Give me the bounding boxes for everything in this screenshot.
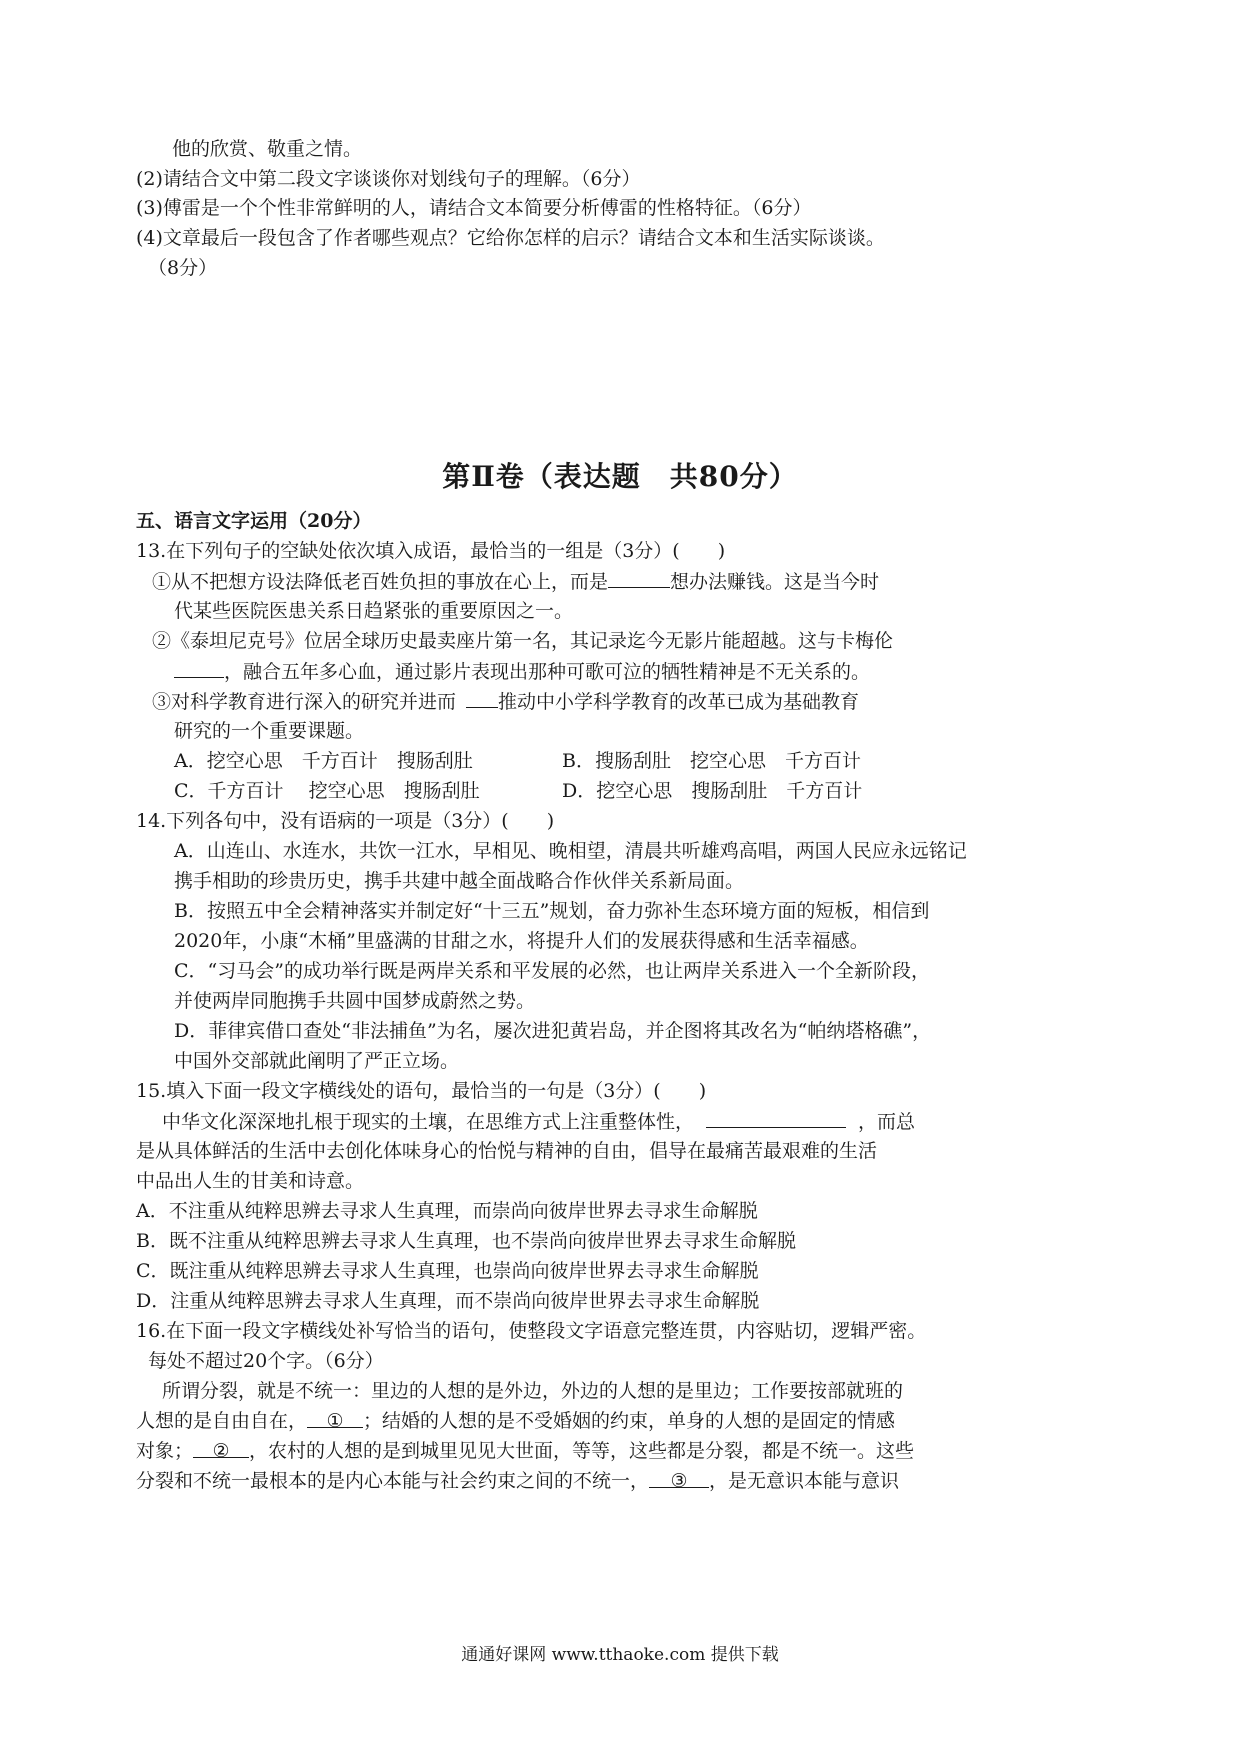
question-15-stem: 15.填入下面一段文字横线处的语句，最恰当的一句是（3分）( )	[136, 1080, 707, 1102]
question-4-2: (2)请结合文中第二段文字谈谈你对划线句子的理解。（6分）	[136, 168, 641, 190]
option-b: B．按照五中全会精神落实并制定好“十三五”规划，奋力弥补生态环境方面的短板，相信到	[174, 900, 930, 922]
option-a: A．山连山、水连水，共饮一江水，早相见、晚相望，清晨共听雄鸡高唱，两国人民应永远铭记	[174, 840, 967, 862]
option-b: B．既不注重从纯粹思辨去寻求人生真理，也不崇尚向彼岸世界去寻求生命解脱	[136, 1230, 796, 1252]
text-line: 并使两岸同胞携手共圆中国梦成蔚然之势。	[174, 990, 536, 1012]
option-a: A．挖空心思 千方百计 搜肠刮肚	[174, 750, 473, 772]
option-c: C．既注重从纯粹思辨去寻求人生真理，也崇尚向彼岸世界去寻求生命解脱	[136, 1260, 759, 1282]
answer-blank	[174, 659, 224, 678]
text-line: 每处不超过20个字。（6分）	[148, 1350, 384, 1372]
passage-line: 所谓分裂，就是不统一：里边的人想的是外边，外边的人想的是里边；工作要按部就班的	[162, 1380, 904, 1402]
passage-line: 中华文化深深地扎根于现实的土壤，在思维方式上注重整体性， ，而总	[162, 1111, 916, 1133]
page-footer: 通通好课网 www.tthaoke.com 提供下载	[461, 1645, 779, 1665]
text-line: 中国外交部就此阐明了严正立场。	[174, 1050, 460, 1072]
text-line: 研究的一个重要课题。	[174, 720, 365, 742]
question-13-stem: 13.在下列句子的空缺处依次填入成语，最恰当的一组是（3分）( )	[136, 540, 726, 562]
question-13-sentence-1: ①从不把想方设法降低老百姓负担的事放在心上，而是 想办法赚钱。这是当今时	[152, 571, 880, 593]
passage-line: 分裂和不统一最根本的是内心本能与社会约束之间的不统一， ③ ，是无意识本能与意识	[136, 1470, 900, 1492]
text-line: 他的欣赏、敬重之情。	[172, 138, 363, 160]
text-line: 2020年，小康“木桶”里盛满的甘甜之水，将提升人们的发展获得感和生活幸福感。	[174, 930, 869, 952]
option-d: D．挖空心思 搜肠刮肚 千方百计	[562, 780, 863, 802]
option-a: A．不注重从纯粹思辨去寻求人生真理，而崇尚向彼岸世界去寻求生命解脱	[136, 1200, 758, 1222]
option-c: C．“习马会”的成功举行既是两岸关系和平发展的必然，也让两岸关系进入一个全新阶段，	[174, 960, 930, 982]
answer-blank-2: ②	[193, 1439, 249, 1458]
text-line: 代某些医院医患关系日趋紧张的重要原因之一。	[174, 600, 574, 622]
section-heading: 五、语言文字运用（20分）	[136, 510, 372, 532]
passage-line: 人想的是自由自在， ① ；结婚的人想的是不受婚姻的约束，单身的人想的是固定的情感	[136, 1410, 896, 1432]
option-c: C．千方百计 挖空心思 搜肠刮肚	[174, 780, 480, 802]
part-title: 第Ⅱ卷（表达题 共80分）	[442, 460, 798, 493]
answer-blank	[466, 689, 498, 708]
text-line: 携手相助的珍贵历史，携手共建中越全面战略合作伙伴关系新局面。	[174, 870, 745, 892]
question-16-stem: 16.在下面一段文字横线处补写恰当的语句，使整段文字语意完整连贯，内容贴切，逻辑严密。	[136, 1320, 927, 1342]
question-4-3: (3)傅雷是一个个性非常鲜明的人，请结合文本简要分析傅雷的性格特征。（6分）	[136, 197, 812, 219]
answer-blank	[706, 1109, 846, 1128]
text-line: ，融合五年多心血，通过影片表现出那种可歌可泣的牺牲精神是不无关系的。	[174, 659, 870, 684]
question-4-4-score: （8分）	[148, 257, 218, 279]
passage-line: 对象； ② ，农村的人想的是到城里见见大世面，等等，这些都是分裂，都是不统一。这些	[136, 1440, 915, 1462]
option-d: D．菲律宾借口查处“非法捕鱼”为名，屡次进犯黄岩岛，并企图将其改名为“帕纳塔格礁”，	[174, 1020, 932, 1042]
option-b: B．搜肠刮肚 挖空心思 千方百计	[562, 750, 861, 772]
option-d: D．注重从纯粹思辨去寻求人生真理，而不崇尚向彼岸世界去寻求生命解脱	[136, 1290, 760, 1312]
question-4-4: (4)文章最后一段包含了作者哪些观点？它给你怎样的启示？请结合文本和生活实际谈谈。	[136, 227, 885, 249]
answer-blank-1: ①	[307, 1409, 363, 1428]
question-13-sentence-2: ②《泰坦尼克号》位居全球历史最卖座片第一名，其记录迄今无影片能超越。这与卡梅伦	[152, 630, 894, 652]
passage-line: 是从具体鲜活的生活中去创化体味身心的怡悦与精神的自由，倡导在最痛苦最艰难的生活	[136, 1140, 878, 1162]
answer-blank-3: ③	[649, 1469, 709, 1488]
question-14-stem: 14.下列各句中，没有语病的一项是（3分）( )	[136, 810, 555, 832]
answer-blank	[608, 569, 670, 588]
passage-line: 中品出人生的甘美和诗意。	[136, 1170, 365, 1192]
question-13-sentence-3: ③对科学教育进行深入的研究并进而 推动中小学科学教育的改革已成为基础教育	[152, 691, 860, 713]
